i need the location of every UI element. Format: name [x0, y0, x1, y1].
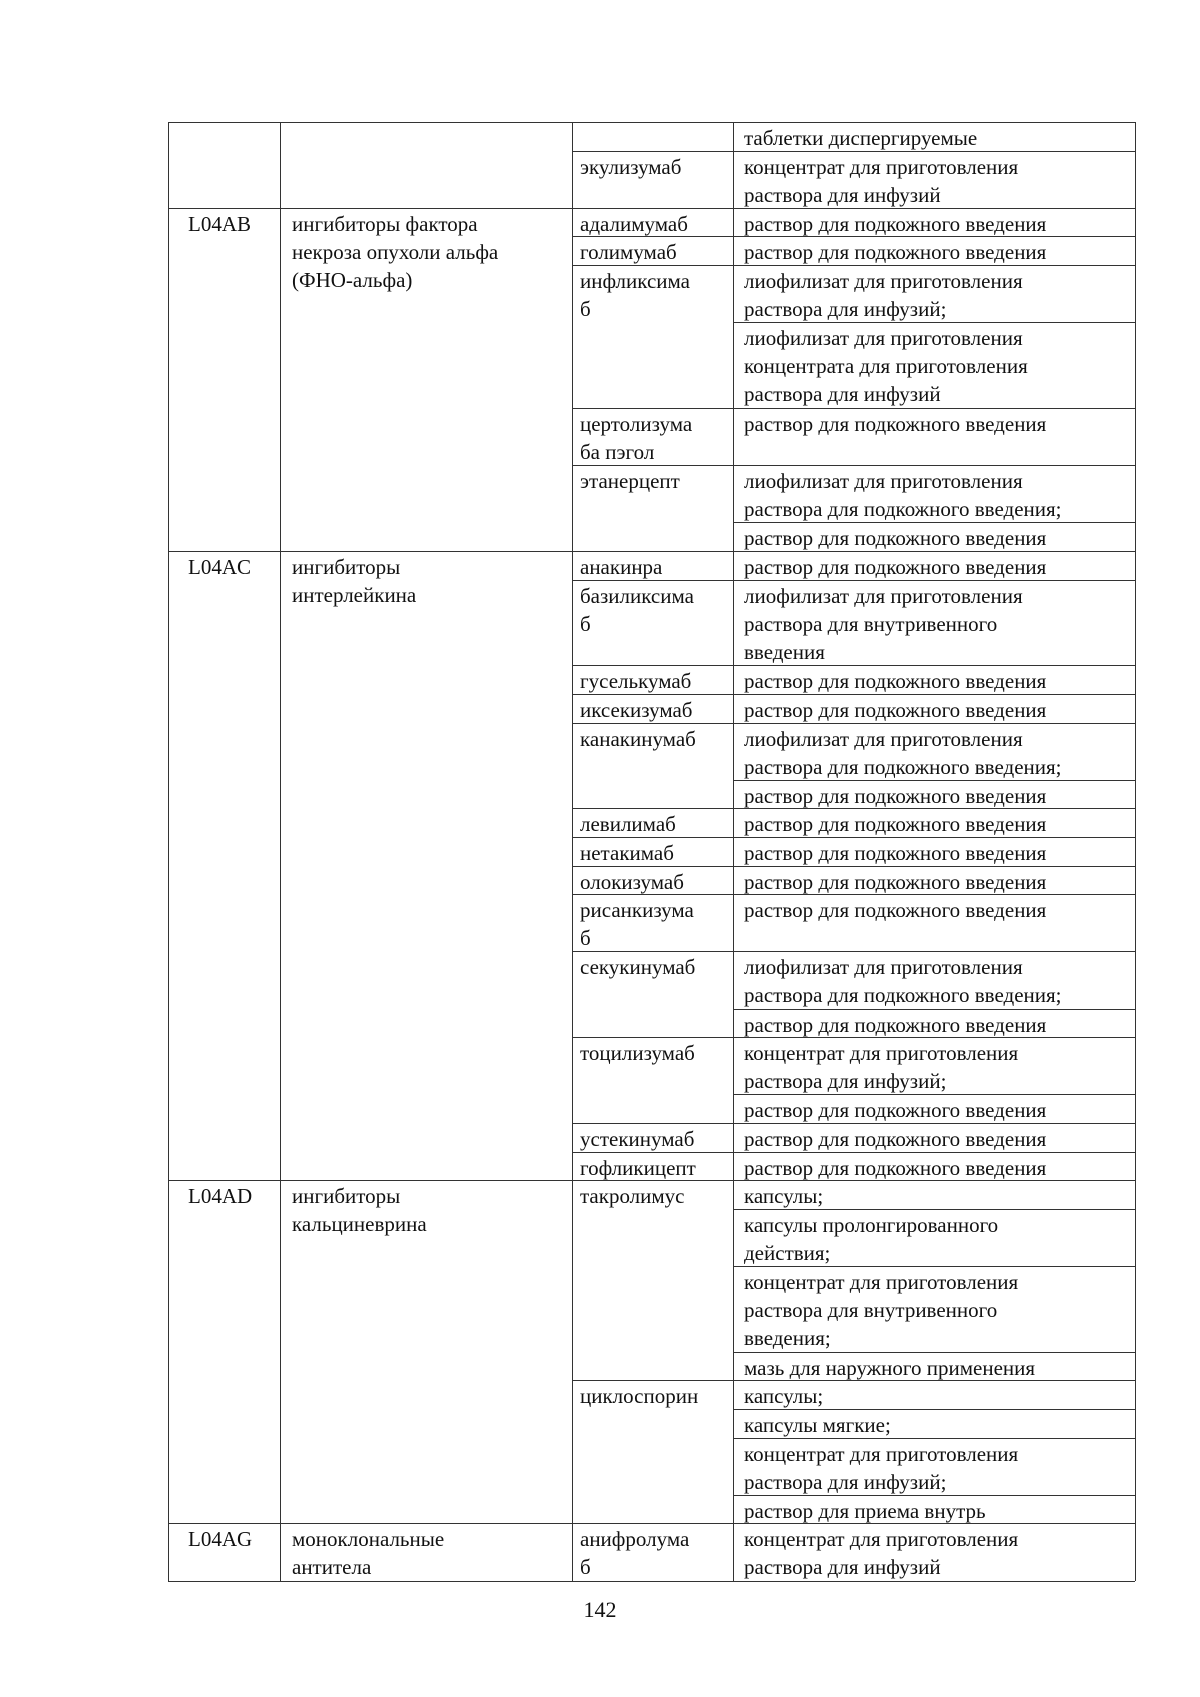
dosage-form: раствор для приема внутрь — [744, 1498, 986, 1523]
drug-name: рисанкизума б — [580, 898, 694, 951]
drug-name: цертолизума ба пэгол — [580, 412, 693, 464]
drug-name: анакинра — [580, 555, 663, 579]
group-divider — [168, 208, 1135, 209]
column-border — [1135, 122, 1136, 1581]
atc-code: L04AB — [188, 211, 251, 236]
group-divider — [168, 1180, 1135, 1181]
row-divider — [572, 1152, 1135, 1153]
dosage-form: раствор для подкожного введения — [744, 412, 1047, 436]
drug-name: экулизумаб — [580, 154, 682, 179]
form-divider — [733, 1438, 1135, 1439]
table-top-border — [168, 122, 1135, 123]
row-divider — [572, 866, 1135, 867]
group-divider — [168, 1523, 1135, 1524]
dosage-form: раствор для подкожного введения — [744, 555, 1047, 579]
form-divider — [733, 322, 1135, 323]
dosage-form: раствор для подкожного введения — [744, 669, 1047, 694]
dosage-form: раствор для подкожного введения — [744, 898, 1047, 923]
dosage-form: лиофилизат для приготовления раствора для внутривенного введения — [744, 583, 1023, 664]
drug-name: инфликсима б — [580, 269, 690, 321]
drug-name: устекинумаб — [580, 1127, 695, 1151]
dosage-form: раствор для подкожного введения — [744, 869, 1047, 894]
drug-name: этанерцепт — [580, 469, 680, 494]
form-divider — [733, 1094, 1135, 1095]
row-divider — [572, 465, 1135, 466]
row-divider — [572, 694, 1135, 695]
drug-name: голимумаб — [580, 240, 677, 265]
row-divider — [572, 894, 1135, 895]
drug-name: анифролума б — [580, 1527, 690, 1580]
form-divider — [733, 522, 1135, 523]
drug-name: нетакимаб — [580, 841, 674, 865]
form-divider — [733, 1409, 1135, 1410]
drug-name: циклоспорин — [580, 1384, 699, 1409]
dosage-form: концентрат для приготовления раствора для внутривенного введения; — [744, 1270, 1019, 1350]
dosage-form: лиофилизат для приготовления раствора для инфузий; — [744, 269, 1023, 321]
dosage-form: раствор для подкожного введения — [744, 526, 1047, 551]
dosage-form: раствор для подкожного введения — [744, 841, 1047, 865]
dosage-form: раствор для подкожного введения — [744, 1012, 1047, 1037]
group-name: ингибиторы интерлейкина — [292, 555, 417, 607]
column-border — [280, 122, 281, 1581]
row-divider — [572, 665, 1135, 666]
drug-name: базиликсима б — [580, 583, 694, 636]
form-divider — [733, 780, 1135, 781]
dosage-form: капсулы пролонгированного действия; — [744, 1212, 999, 1265]
dosage-form: раствор для подкожного введения — [744, 211, 1047, 236]
form-divider — [733, 1266, 1135, 1267]
group-name: ингибиторы фактора некроза опухоли альфа (ФНО-альфа) — [292, 211, 499, 292]
group-name: моноклональные антитела — [292, 1527, 445, 1580]
dosage-form: капсулы; — [744, 1184, 824, 1209]
form-divider — [733, 1495, 1135, 1496]
drug-name: тоцилизумаб — [580, 1041, 695, 1066]
row-divider — [572, 580, 1135, 581]
dosage-form: раствор для подкожного введения — [744, 1127, 1047, 1151]
row-divider — [572, 808, 1135, 809]
dosage-form: раствор для подкожного введения — [744, 1098, 1047, 1123]
atc-code: L04AD — [188, 1184, 253, 1209]
row-divider — [572, 1123, 1135, 1124]
atc-code: L04AG — [188, 1527, 253, 1552]
drug-name: канакинумаб — [580, 726, 696, 751]
dosage-form: раствор для подкожного введения — [744, 783, 1047, 808]
dosage-form: раствор для подкожного введения — [744, 1155, 1047, 1180]
column-border — [733, 122, 734, 1581]
column-border — [168, 122, 169, 1581]
row-divider — [572, 837, 1135, 838]
form-divider — [733, 1009, 1135, 1010]
atc-code: L04AC — [188, 555, 251, 579]
page-number: 142 — [583, 1597, 617, 1622]
drug-name: гофликицепт — [580, 1155, 696, 1180]
form-divider — [733, 1352, 1135, 1353]
drug-name: секукинумаб — [580, 955, 696, 980]
dosage-form: таблетки диспергируемые — [744, 126, 978, 150]
dosage-form: лиофилизат для приготовления раствора для подкожного введения; — [744, 726, 1062, 779]
drug-name: иксекизумаб — [580, 698, 693, 722]
dosage-form: раствор для подкожного введения — [744, 698, 1047, 722]
table-bottom-border — [168, 1581, 1135, 1582]
dosage-form: капсулы; — [744, 1384, 824, 1409]
row-divider — [572, 265, 1135, 266]
dosage-form: раствор для подкожного введения — [744, 812, 1047, 837]
drug-name: левилимаб — [580, 812, 676, 837]
dosage-form: лиофилизат для приготовления раствора для подкожного введения; — [744, 955, 1062, 1008]
row-divider — [572, 1037, 1135, 1038]
dosage-form: мазь для наружного применения — [744, 1355, 1036, 1380]
dosage-form: раствор для подкожного введения — [744, 240, 1047, 265]
row-divider — [572, 951, 1135, 952]
row-divider — [572, 408, 1135, 409]
dosage-form: концентрат для приготовления раствора для инфузий; — [744, 1441, 1019, 1494]
group-name: ингибиторы кальциневрина — [292, 1184, 427, 1237]
row-divider — [572, 1380, 1135, 1381]
group-divider — [168, 551, 1135, 552]
dosage-form: концентрат для приготовления раствора для инфузий — [744, 1527, 1019, 1580]
drug-name: такролимус — [580, 1184, 685, 1209]
dosage-form: капсулы мягкие; — [744, 1413, 891, 1437]
dosage-form: лиофилизат для приготовления концентрата для приготовления раствора для инфузий — [744, 326, 1028, 407]
drug-name: гуселькумаб — [580, 669, 692, 694]
dosage-form: концентрат для приготовления раствора для инфузий; — [744, 1041, 1019, 1094]
drug-name: олокизумаб — [580, 869, 684, 894]
row-divider — [572, 151, 1135, 152]
row-divider — [572, 236, 1135, 237]
row-divider — [572, 723, 1135, 724]
drug-name: адалимумаб — [580, 211, 688, 236]
dosage-form: концентрат для приготовления раствора для инфузий — [744, 154, 1019, 207]
dosage-form: лиофилизат для приготовления раствора для подкожного введения; — [744, 469, 1062, 522]
column-border — [572, 122, 573, 1581]
form-divider — [733, 1209, 1135, 1210]
